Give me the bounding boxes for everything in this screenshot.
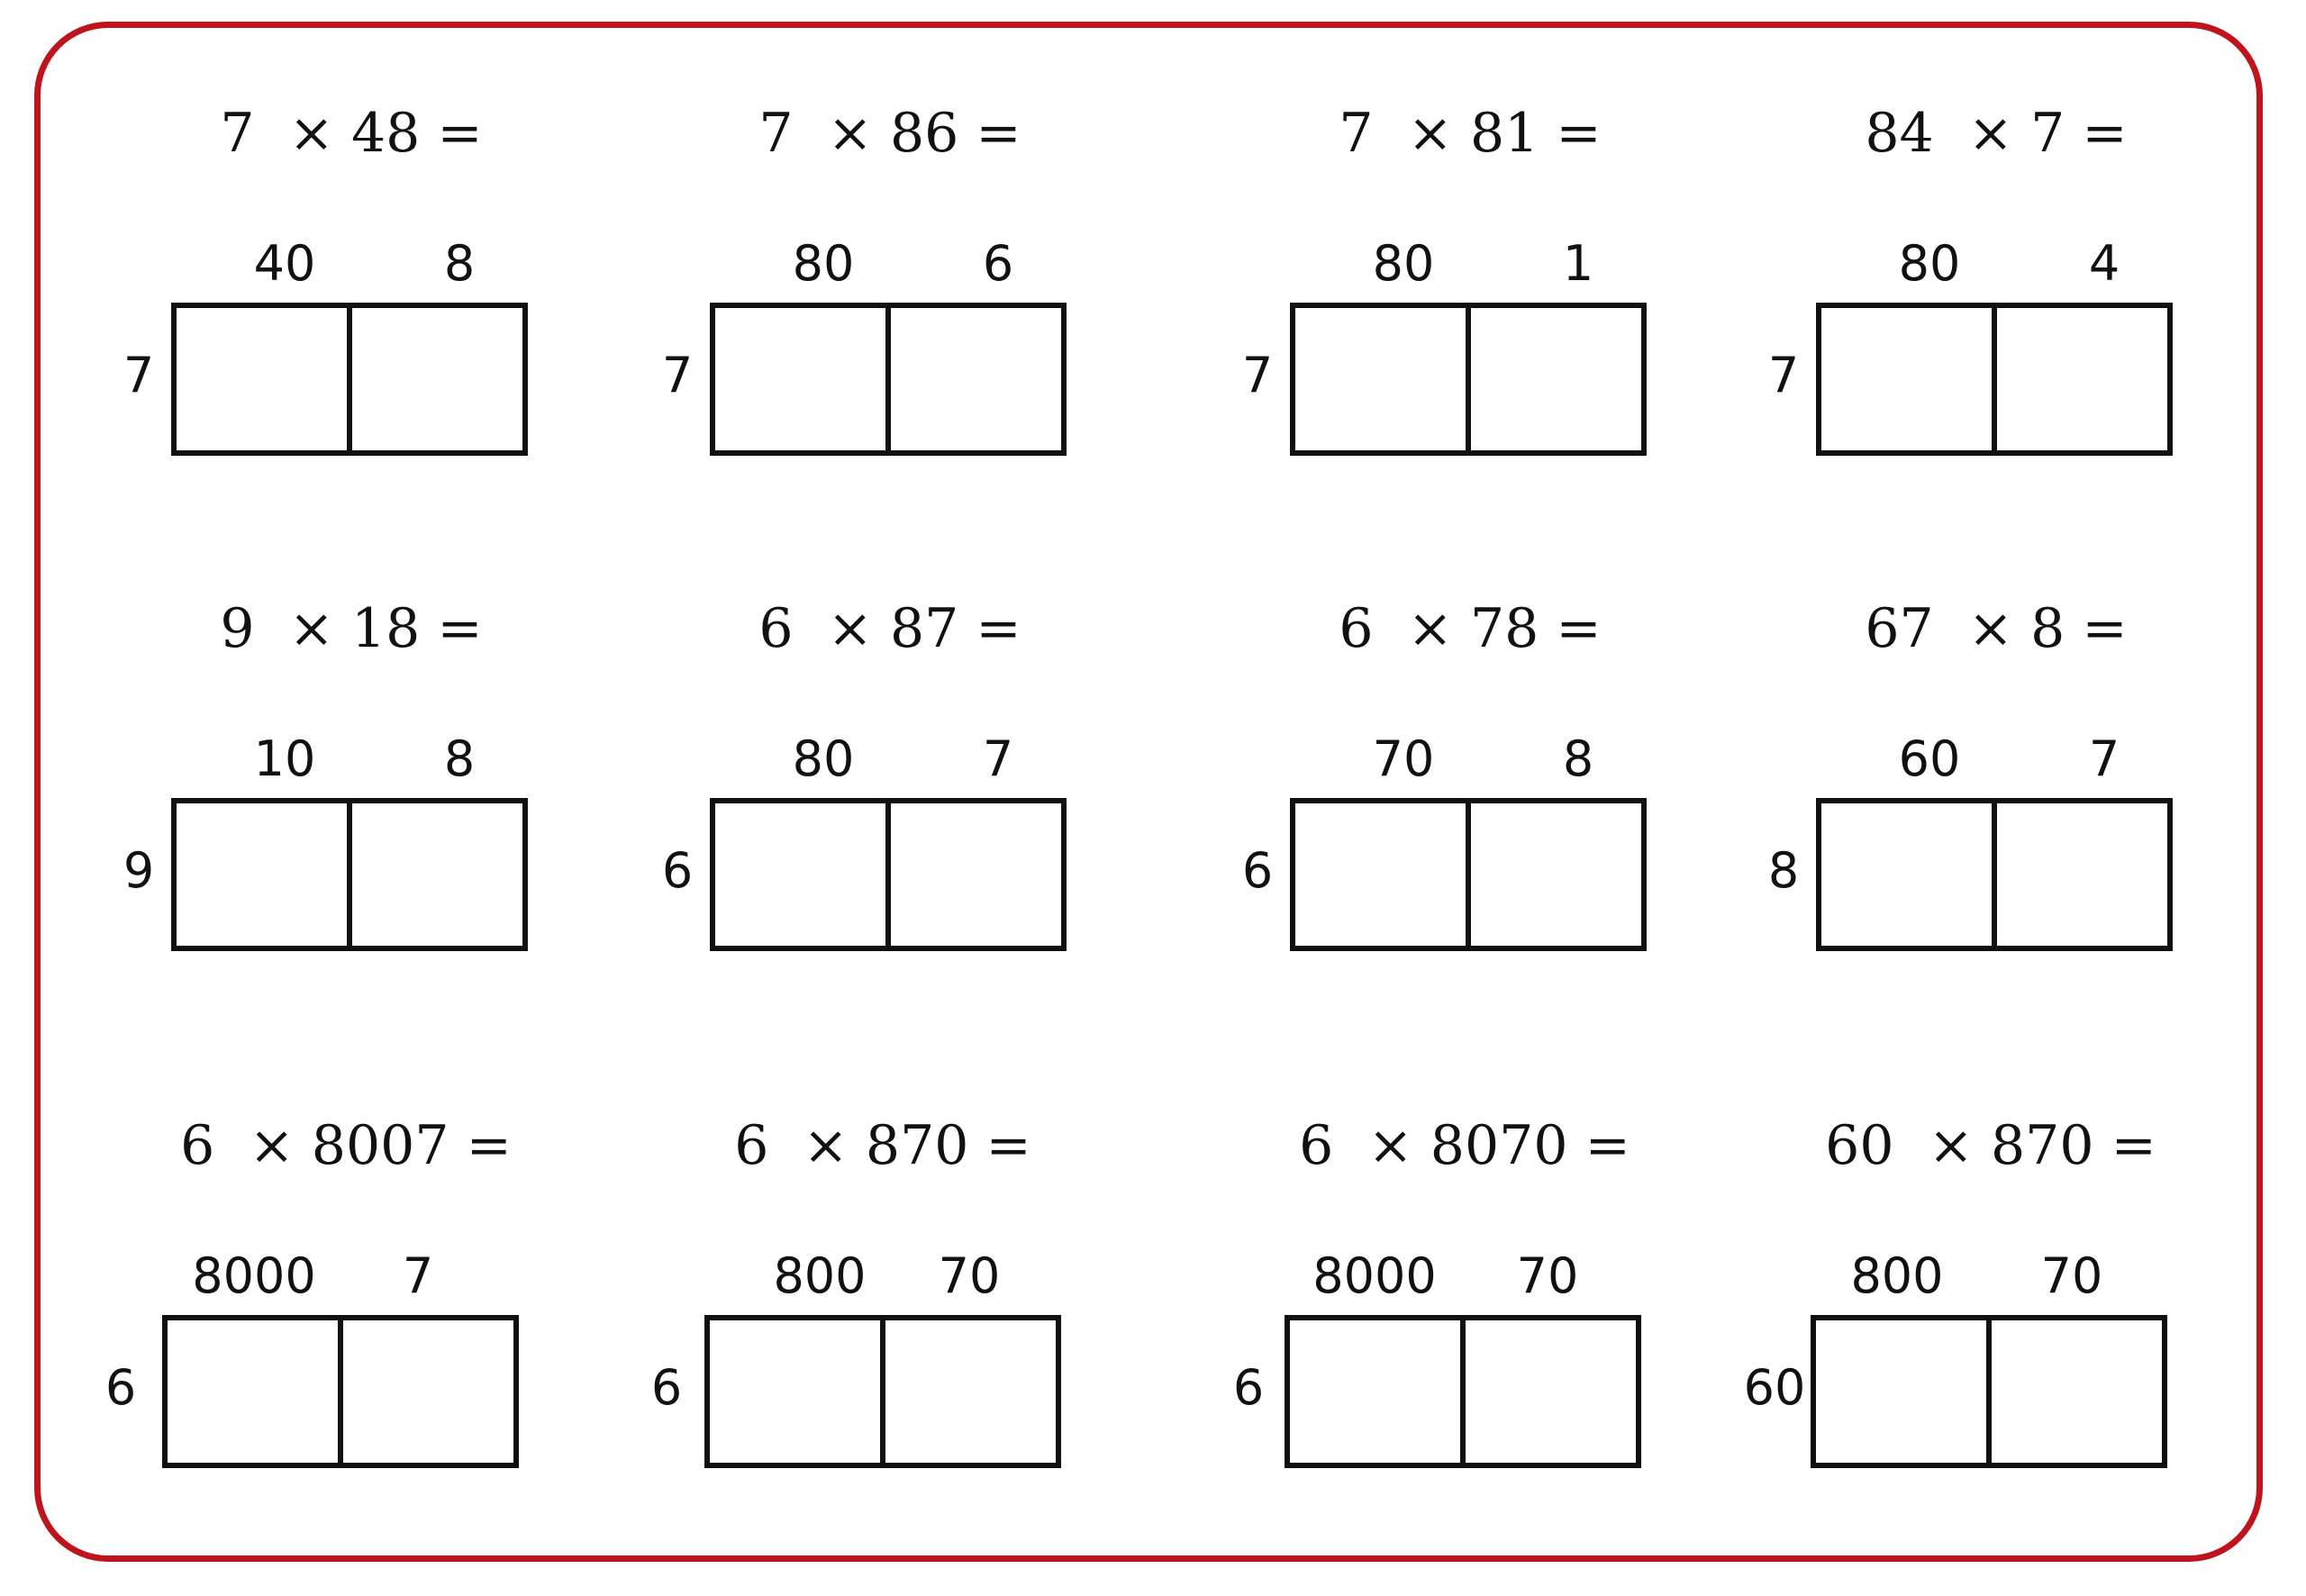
problem-1 <box>99 97 604 512</box>
problem-8 <box>1744 593 2248 1007</box>
top-factor-tens: 80 <box>1898 235 1961 292</box>
side-factor: 7 <box>123 347 155 404</box>
side-factor: 6 <box>104 1359 137 1416</box>
side-factor: 6 <box>1241 842 1274 899</box>
area-model-grid <box>1290 303 1647 456</box>
answer-cell-left[interactable] <box>1821 803 1992 946</box>
top-factor-tens: 80 <box>792 235 855 292</box>
problem-11 <box>1212 1110 1717 1524</box>
top-factor-ones: 8 <box>443 730 476 787</box>
equation: 7 × 86 = <box>758 102 1021 165</box>
area-model-grid <box>704 1315 1061 1468</box>
answer-cell-left[interactable] <box>1295 308 1466 450</box>
top-factor-tens: 60 <box>1898 730 1961 787</box>
answer-cell-left[interactable] <box>715 308 885 450</box>
answer-cell-left[interactable] <box>710 1320 880 1463</box>
top-factor-ones: 8 <box>1562 730 1594 787</box>
top-factor-tens: 40 <box>253 235 316 292</box>
equation: 7 × 48 = <box>220 102 483 165</box>
top-factor-tens: 800 <box>773 1247 867 1304</box>
answer-cell-right[interactable] <box>1460 1320 1636 1463</box>
equation: 7 × 81 = <box>1339 102 1602 165</box>
top-factor-ones: 70 <box>2040 1247 2103 1304</box>
top-factor-ones: 7 <box>982 730 1014 787</box>
side-factor: 7 <box>661 347 694 404</box>
equation: 6 × 8007 = <box>180 1114 512 1177</box>
answer-cell-left[interactable] <box>715 803 885 946</box>
answer-cell-right[interactable] <box>885 308 1061 450</box>
equation: 67 × 8 = <box>1865 597 2128 660</box>
top-factor-tens: 70 <box>1372 730 1435 787</box>
area-model-grid <box>1290 798 1647 951</box>
answer-cell-left[interactable] <box>168 1320 338 1463</box>
problem-3 <box>1218 97 1722 512</box>
area-model-grid <box>1816 798 2173 951</box>
answer-cell-right[interactable] <box>1986 1320 2162 1463</box>
answer-cell-left[interactable] <box>1816 1320 1986 1463</box>
equation: 84 × 7 = <box>1865 102 2128 165</box>
side-factor: 6 <box>1232 1359 1265 1416</box>
problem-12 <box>1739 1110 2243 1524</box>
answer-cell-right[interactable] <box>1992 308 2167 450</box>
equation: 60 × 870 = <box>1825 1114 2156 1177</box>
answer-cell-right[interactable] <box>880 1320 1056 1463</box>
problem-5 <box>99 593 604 1007</box>
answer-cell-right[interactable] <box>347 803 522 946</box>
top-factor-ones: 70 <box>938 1247 1001 1304</box>
top-factor-ones: 6 <box>982 235 1014 292</box>
equation: 6 × 870 = <box>734 1114 1031 1177</box>
area-model-grid <box>1816 303 2173 456</box>
answer-cell-right[interactable] <box>1992 803 2167 946</box>
area-model-grid <box>1285 1315 1641 1468</box>
top-factor-tens: 10 <box>253 730 316 787</box>
side-factor: 7 <box>1767 347 1800 404</box>
equation: 9 × 18 = <box>220 597 483 660</box>
problem-10 <box>631 1110 1135 1524</box>
top-factor-ones: 4 <box>2088 235 2120 292</box>
side-factor: 6 <box>650 1359 683 1416</box>
answer-cell-left[interactable] <box>177 308 347 450</box>
problem-4 <box>1744 97 2248 512</box>
area-model-grid <box>710 798 1067 951</box>
top-factor-ones: 7 <box>2088 730 2120 787</box>
side-factor: 6 <box>661 842 694 899</box>
answer-cell-left[interactable] <box>1821 308 1992 450</box>
equation: 6 × 87 = <box>758 597 1021 660</box>
top-factor-tens: 80 <box>1372 235 1435 292</box>
problem-7 <box>1218 593 1722 1007</box>
area-model-grid <box>171 798 528 951</box>
top-factor-tens: 800 <box>1850 1247 1944 1304</box>
top-factor-ones: 1 <box>1562 235 1594 292</box>
answer-cell-left[interactable] <box>177 803 347 946</box>
top-factor-ones: 70 <box>1516 1247 1579 1304</box>
problem-6 <box>638 593 1142 1007</box>
answer-cell-left[interactable] <box>1290 1320 1460 1463</box>
area-model-grid <box>710 303 1067 456</box>
equation: 6 × 8070 = <box>1299 1114 1630 1177</box>
side-factor: 7 <box>1241 347 1274 404</box>
answer-cell-right[interactable] <box>338 1320 513 1463</box>
problem-2 <box>638 97 1142 512</box>
answer-cell-right[interactable] <box>347 308 522 450</box>
top-factor-ones: 7 <box>402 1247 434 1304</box>
problem-9 <box>94 1110 598 1524</box>
side-factor: 9 <box>123 842 155 899</box>
top-factor-tens: 8000 <box>1312 1247 1437 1304</box>
top-factor-ones: 8 <box>443 235 476 292</box>
side-factor: 60 <box>1743 1359 1806 1416</box>
top-factor-tens: 8000 <box>192 1247 316 1304</box>
area-model-grid <box>171 303 528 456</box>
answer-cell-right[interactable] <box>1466 308 1641 450</box>
area-model-grid <box>1811 1315 2167 1468</box>
equation: 6 × 78 = <box>1339 597 1602 660</box>
answer-cell-right[interactable] <box>1466 803 1641 946</box>
top-factor-tens: 80 <box>792 730 855 787</box>
answer-cell-right[interactable] <box>885 803 1061 946</box>
side-factor: 8 <box>1767 842 1800 899</box>
area-model-grid <box>162 1315 519 1468</box>
answer-cell-left[interactable] <box>1295 803 1466 946</box>
